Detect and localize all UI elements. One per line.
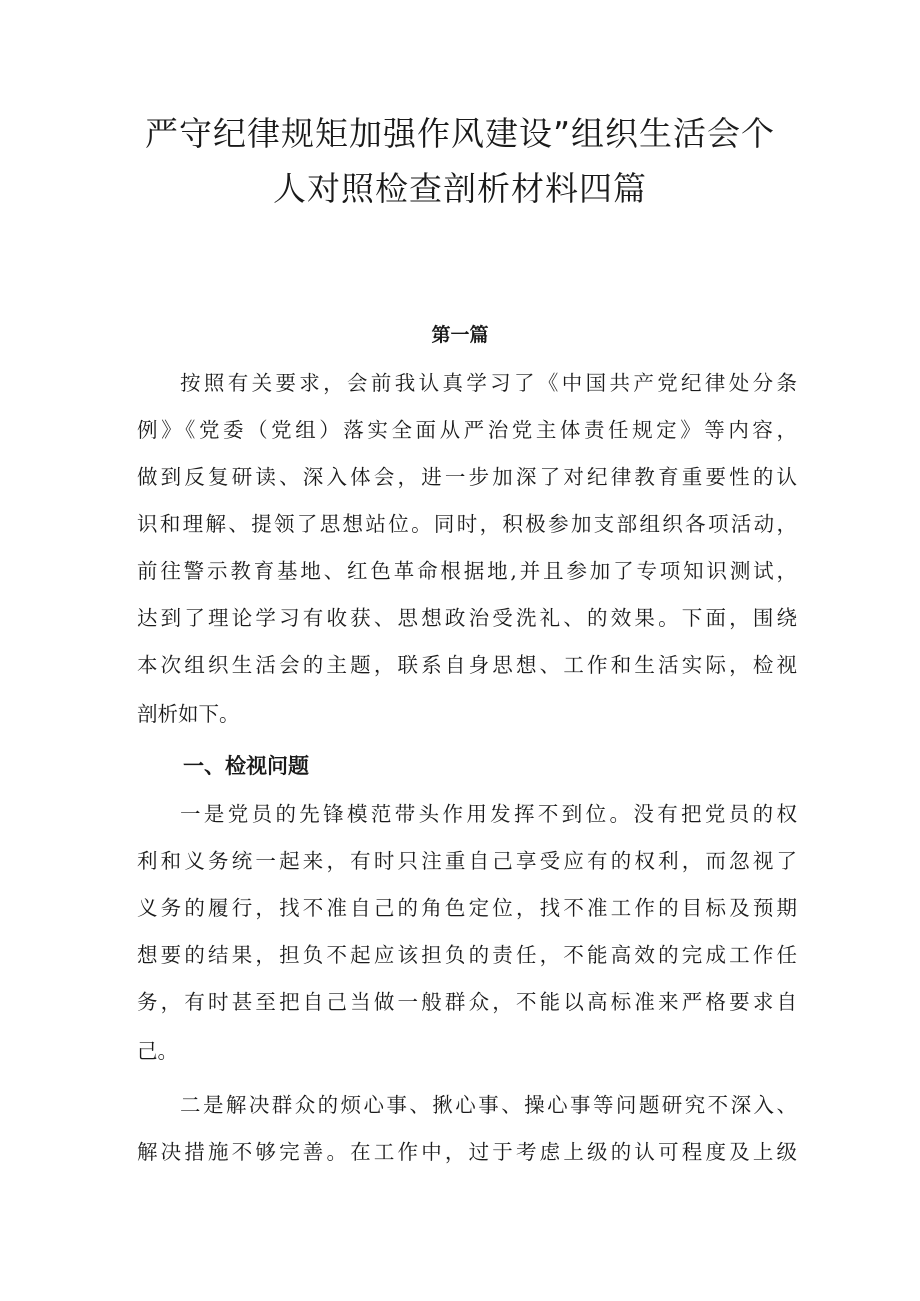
paragraph-line: 达到了理论学习有收获、思想政治受洗礼、的效果。下面，围绕 [137,606,797,630]
paragraph-line: 二是解决群众的烦心事、揪心事、操心事等问题研究不深入、 [180,1093,797,1117]
paragraph-line: 例》《党委（党组）落实全面从严治党主体责任规定》等内容， [137,418,797,442]
paragraph-line: 想要的结果，担负不起应该担负的责任，不能高效的完成工作任 [137,943,797,967]
paragraph-line: 剖析如下。 [137,702,240,726]
section-heading: 第一篇 [431,324,489,346]
paragraph-line: 己。 [137,1039,178,1063]
paragraph-line: 务，有时甚至把自己当做一般群众，不能以高标准来严格要求自 [137,990,797,1014]
paragraph-line: 一是党员的先锋模范带头作用发挥不到位。没有把党员的权 [180,802,797,826]
subheading-check-problems: 一、检视问题 [183,754,309,778]
paragraph-line: 解决措施不够完善。在工作中，过于考虑上级的认可程度及上级 [137,1140,797,1164]
paragraph-line: 做到反复研读、深入体会，进一步加深了对纪律教育重要性的认 [137,465,797,489]
document-title-line-1: 严守纪律规矩加强作风建设”组织生活会个 [144,114,776,153]
paragraph-line: 按照有关要求，会前我认真学习了《中国共产党纪律处分条 [180,371,797,395]
paragraph-line: 识和理解、提领了思想站位。同时，积极参加支部组织各项活动， [137,512,797,536]
paragraph-line: 利和义务统一起来，有时只注重自己享受应有的权利，而忽视了 [137,849,797,873]
paragraph-line: 本次组织生活会的主题，联系自身思想、工作和生活实际，检视 [137,653,797,677]
paragraph-line: 义务的履行，找不准自己的角色定位，找不准工作的目标及预期 [137,896,797,920]
paragraph-line: 前往警示教育基地、红色革命根据地,并且参加了专项知识测试， [137,559,797,583]
document-title-line-2: 人对照检查剖析材料四篇 [273,169,647,208]
